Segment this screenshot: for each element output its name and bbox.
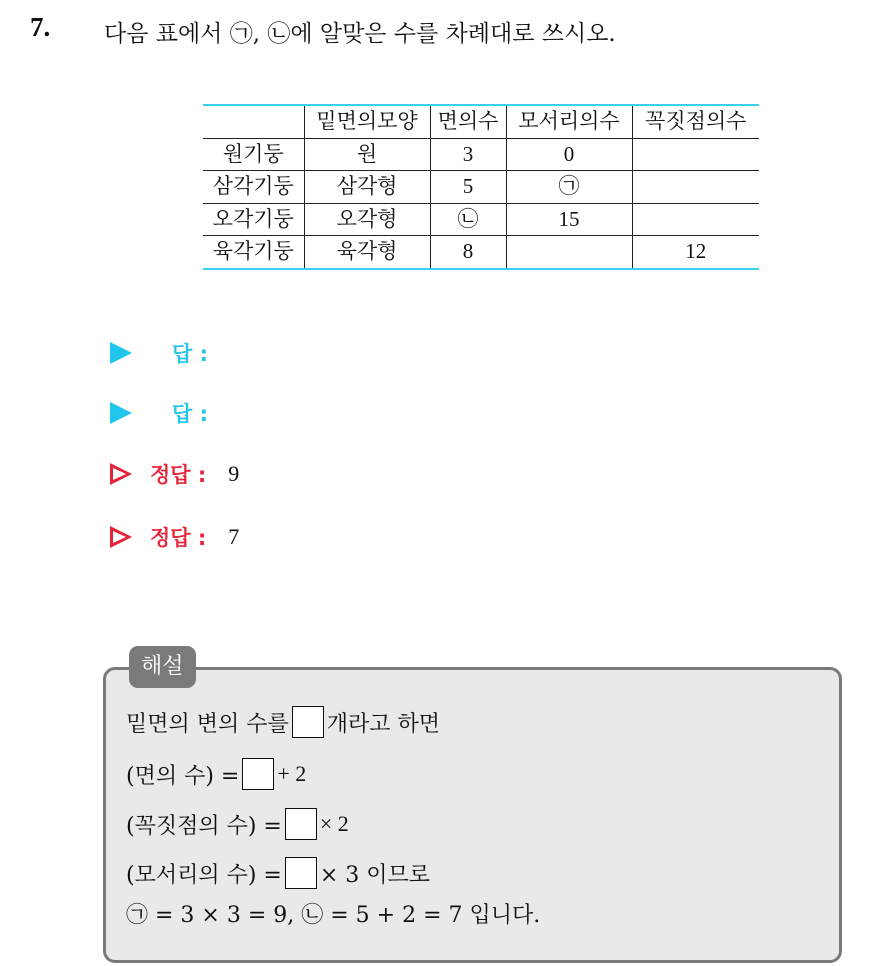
outline-triangle-icon [110, 463, 132, 485]
table-row [203, 203, 759, 236]
explanation-text: + 2 [277, 761, 307, 786]
correct-answer-value: 7 [228, 524, 240, 549]
table-cell: 삼각기둥 [203, 171, 304, 204]
table-cell [506, 236, 632, 269]
table-row [203, 171, 759, 204]
header-cell: 면의수 [430, 105, 506, 138]
table-cell-blank-a: ㉠ [506, 171, 632, 204]
table-cell: 5 [430, 171, 506, 204]
table-cell: 0 [506, 138, 632, 171]
explanation-line-2 [126, 758, 306, 790]
table-cell: 12 [632, 236, 759, 269]
header-cell [203, 105, 304, 138]
correct-answer-1 [110, 458, 239, 490]
table-cell: 15 [506, 203, 632, 236]
table-cell: 삼각형 [304, 171, 430, 204]
explanation-text: (면의 수) = [126, 763, 240, 789]
answer-field-2[interactable] [110, 397, 208, 429]
table-cell [632, 138, 759, 171]
explanation-line-4 [126, 857, 430, 889]
play-triangle-icon [110, 402, 132, 424]
explanation-text: (꼭짓점의 수) = [126, 813, 282, 839]
blank-square [242, 758, 274, 790]
table-cell: 원 [304, 138, 430, 171]
table-cell: 3 [430, 138, 506, 171]
explanation-text: 밑면의 변의 수를 [126, 711, 289, 737]
blank-square [285, 808, 317, 840]
answer-label: 답 : [172, 402, 208, 426]
table-cell-blank-b: ㉡ [430, 203, 506, 236]
header-cell: 모서리의수 [506, 105, 632, 138]
explanation-text: ㉠ = 3 × 3 = 9, ㉡ = 5 + 2 = 7 입니다. [126, 903, 541, 928]
table-cell [632, 171, 759, 204]
header-cell: 밑면의모양 [304, 105, 430, 138]
answer-label: 답 : [172, 342, 208, 366]
correct-answer-2 [110, 521, 239, 553]
table-cell: 오각기둥 [203, 203, 304, 236]
table-row [203, 138, 759, 171]
header-cell: 꼭짓점의수 [632, 105, 759, 138]
explanation-badge: 해설 [129, 646, 196, 688]
correct-answer-value: 9 [228, 461, 240, 486]
play-triangle-icon [110, 342, 132, 364]
polyhedron-table [203, 104, 759, 270]
table-cell [632, 203, 759, 236]
question-number: 7. [30, 12, 51, 42]
table-cell: 8 [430, 236, 506, 269]
explanation-line-1 [126, 706, 440, 738]
table-header-row [203, 105, 759, 138]
blank-square [285, 857, 317, 889]
table-cell: 오각형 [304, 203, 430, 236]
outline-triangle-icon [110, 526, 132, 548]
explanation-text: × 3 이므로 [319, 862, 431, 888]
table-cell: 원기둥 [203, 138, 304, 171]
table-cell: 육각형 [304, 236, 430, 269]
answer-field-1[interactable] [110, 337, 208, 369]
correct-answer-label: 정답 : [150, 526, 207, 550]
correct-answer-label: 정답 : [150, 463, 207, 487]
blank-square [292, 706, 324, 738]
explanation-line-3 [126, 808, 349, 840]
explanation-text: × 2 [319, 811, 349, 836]
explanation-text: 개라고 하면 [326, 711, 441, 737]
question-text: 다음 표에서 ㉠, ㉡에 알맞은 수를 차례대로 쓰시오. [104, 21, 616, 47]
table-row [203, 236, 759, 269]
table-cell: 육각기둥 [203, 236, 304, 269]
explanation-line-5 [126, 898, 540, 929]
explanation-text: (모서리의 수) = [126, 862, 282, 888]
